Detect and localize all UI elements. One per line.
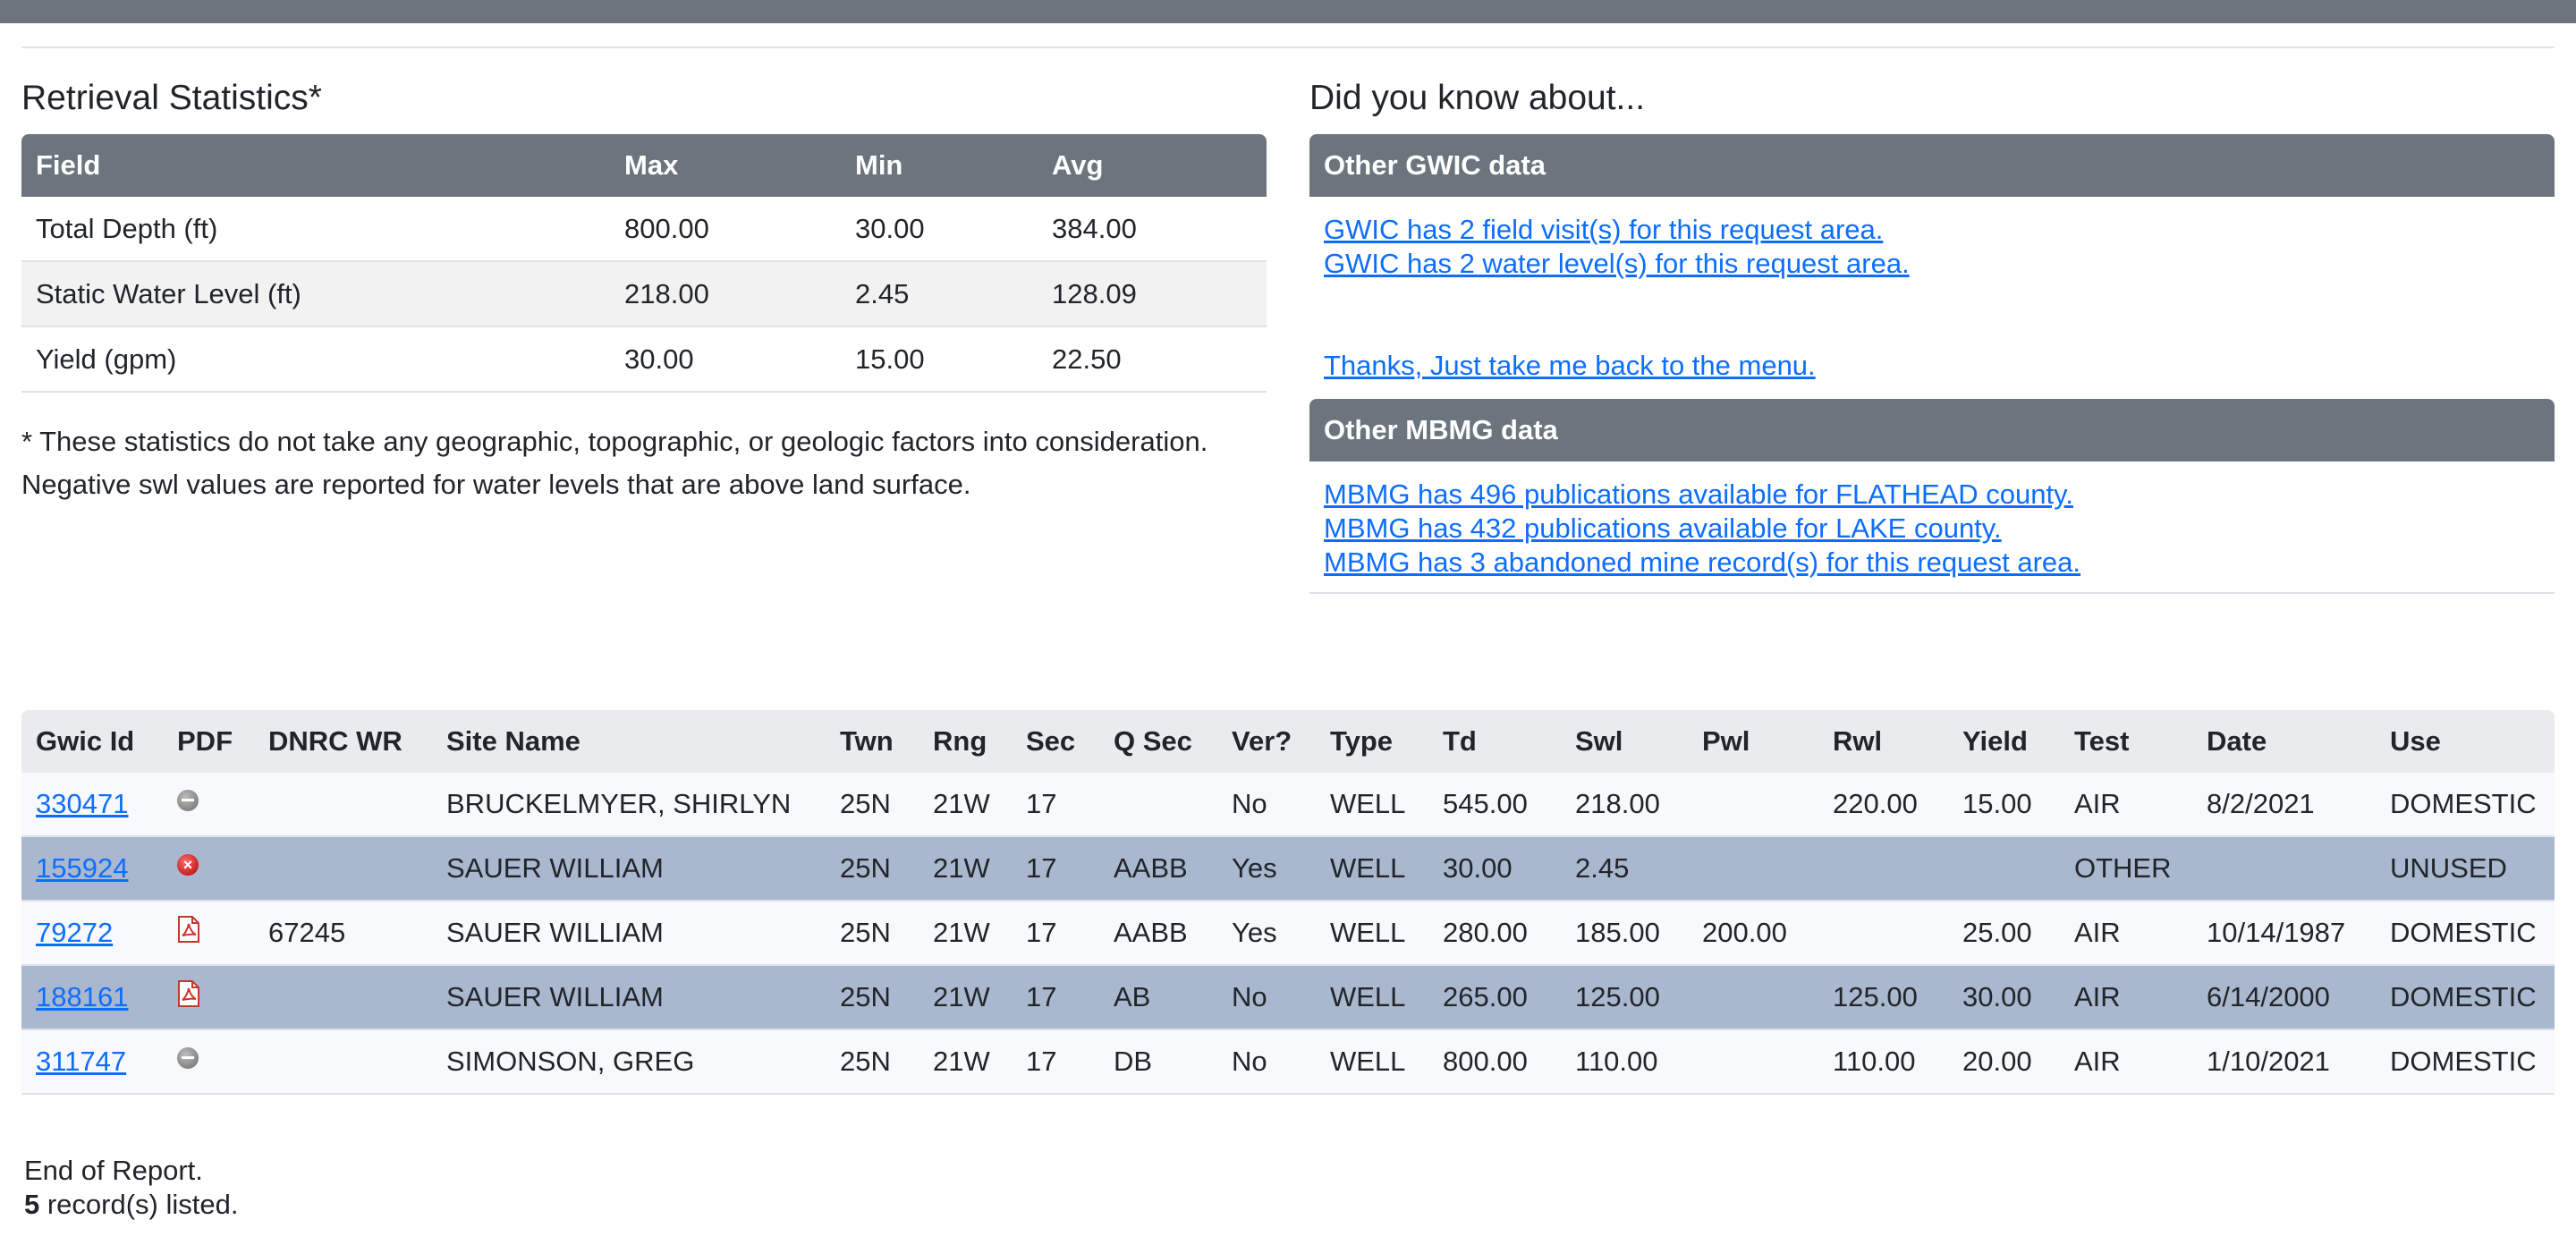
cell-rwl xyxy=(1818,836,1948,901)
stats-cell: 30.00 xyxy=(841,197,1038,261)
cell-sec: 17 xyxy=(1012,901,1099,965)
cell-type: WELL xyxy=(1316,901,1428,965)
gwic-id-link[interactable]: 311747 xyxy=(36,1046,127,1077)
cell-rng: 21W xyxy=(919,836,1012,901)
gwic-water-levels-link[interactable]: GWIC has 2 water level(s) for this request area. xyxy=(1324,248,1910,279)
mbmg-links xyxy=(1324,478,2080,580)
grey-dot-icon xyxy=(177,790,199,811)
gwic-id-cell xyxy=(21,1029,163,1094)
stats-col-avg: Avg xyxy=(1038,134,1267,197)
cell-ver: No xyxy=(1217,965,1316,1029)
cell-swl: 110.00 xyxy=(1561,1029,1688,1094)
cell-q-sec: DB xyxy=(1099,1029,1217,1094)
cell-date: 10/14/1987 xyxy=(2192,901,2376,965)
wells-col-use: Use xyxy=(2376,710,2555,773)
wells-col-td: Td xyxy=(1428,710,1561,773)
cell-pwl xyxy=(1688,965,1818,1029)
cell-use: UNUSED xyxy=(2376,836,2555,901)
cell-date xyxy=(2192,836,2376,901)
gwic-field-visits-link[interactable]: GWIC has 2 field visit(s) for this request area. xyxy=(1324,214,1884,245)
table-row xyxy=(21,901,2555,965)
stats-row xyxy=(21,326,1267,392)
divider xyxy=(21,47,2555,48)
gwic-id-link[interactable]: 155924 xyxy=(36,852,129,884)
stats-col-max: Max xyxy=(610,134,841,197)
cell-twn: 25N xyxy=(826,901,919,965)
cell-type: WELL xyxy=(1316,773,1428,836)
wells-col-ver: Ver? xyxy=(1217,710,1316,773)
gwic-links xyxy=(1324,213,1910,281)
cell-site-name: SAUER WILLIAM xyxy=(432,836,826,901)
cell-rwl: 125.00 xyxy=(1818,965,1948,1029)
pdf-cell xyxy=(163,1029,254,1094)
cell-ver: Yes xyxy=(1217,836,1316,901)
panel-divider xyxy=(1309,592,2555,594)
stats-cell: 128.09 xyxy=(1038,261,1267,326)
top-bar xyxy=(0,0,2576,23)
gwic-id-cell xyxy=(21,965,163,1029)
pdf-cell xyxy=(163,773,254,836)
record-count: 5 xyxy=(24,1189,40,1220)
wells-col-twn: Twn xyxy=(826,710,919,773)
cell-test: AIR xyxy=(2060,965,2192,1029)
mbmg-flathead-link[interactable]: MBMG has 496 publications available for FLATHEAD county. xyxy=(1324,479,2073,510)
cell-yield: 30.00 xyxy=(1948,965,2060,1029)
wells-col-rwl: Rwl xyxy=(1818,710,1948,773)
cell-rng: 21W xyxy=(919,773,1012,836)
cell-test: AIR xyxy=(2060,901,2192,965)
cell-date: 8/2/2021 xyxy=(2192,773,2376,836)
cell-q-sec: AB xyxy=(1099,965,1217,1029)
record-count-line xyxy=(24,1188,238,1222)
stats-cell: Static Water Level (ft) xyxy=(21,261,610,326)
cell-q-sec xyxy=(1099,773,1217,836)
cell-sec: 17 xyxy=(1012,773,1099,836)
cell-use: DOMESTIC xyxy=(2376,773,2555,836)
cell-rng: 21W xyxy=(919,965,1012,1029)
cell-q-sec: AABB xyxy=(1099,901,1217,965)
wells-col-site-name: Site Name xyxy=(432,710,826,773)
cell-pwl: 200.00 xyxy=(1688,901,1818,965)
did-you-know-heading: Did you know about... xyxy=(1309,79,1646,117)
wells-col-test: Test xyxy=(2060,710,2192,773)
cell-swl: 218.00 xyxy=(1561,773,1688,836)
cell-site-name: SAUER WILLIAM xyxy=(432,901,826,965)
back-to-menu-link[interactable]: Thanks, Just take me back to the menu. xyxy=(1324,350,1816,381)
gwic-id-cell xyxy=(21,836,163,901)
cell-sec: 17 xyxy=(1012,836,1099,901)
cell-swl: 125.00 xyxy=(1561,965,1688,1029)
cell-td: 30.00 xyxy=(1428,836,1561,901)
cell-site-name: SAUER WILLIAM xyxy=(432,965,826,1029)
pdf-cell xyxy=(163,901,254,965)
cell-td: 280.00 xyxy=(1428,901,1561,965)
cell-pwl xyxy=(1688,836,1818,901)
cell-td: 265.00 xyxy=(1428,965,1561,1029)
cell-yield: 15.00 xyxy=(1948,773,2060,836)
wells-col-yield: Yield xyxy=(1948,710,2060,773)
cell-ver: No xyxy=(1217,773,1316,836)
report-end xyxy=(24,1154,238,1222)
cell-dnrc-wr xyxy=(254,1029,432,1094)
wells-col-sec: Sec xyxy=(1012,710,1099,773)
cell-pwl xyxy=(1688,1029,1818,1094)
cell-use: DOMESTIC xyxy=(2376,965,2555,1029)
stats-footnote: * These statistics do not take any geographic, topographic, or geologic factors into consideration. Negative swl values are reported for water levels that are above land surface. xyxy=(21,426,1208,500)
wells-col-type: Type xyxy=(1316,710,1428,773)
wells-col-dnrc-wr: DNRC WR xyxy=(254,710,432,773)
cell-dnrc-wr xyxy=(254,836,432,901)
cell-twn: 25N xyxy=(826,965,919,1029)
cell-test: AIR xyxy=(2060,1029,2192,1094)
stats-cell: 2.45 xyxy=(841,261,1038,326)
cell-twn: 25N xyxy=(826,836,919,901)
cell-site-name: SIMONSON, GREG xyxy=(432,1029,826,1094)
cell-twn: 25N xyxy=(826,1029,919,1094)
cell-td: 800.00 xyxy=(1428,1029,1561,1094)
gwic-id-link[interactable]: 330471 xyxy=(36,788,129,819)
gwic-id-cell xyxy=(21,773,163,836)
cell-test: OTHER xyxy=(2060,836,2192,901)
grey-dot-icon xyxy=(177,1047,199,1069)
stats-cell: 22.50 xyxy=(1038,326,1267,392)
table-row xyxy=(21,836,2555,901)
cell-twn: 25N xyxy=(826,773,919,836)
stats-col-min: Min xyxy=(841,134,1038,197)
cell-yield: 25.00 xyxy=(1948,901,2060,965)
cell-test: AIR xyxy=(2060,773,2192,836)
cell-type: WELL xyxy=(1316,836,1428,901)
gwic-id-link[interactable]: 79272 xyxy=(36,917,114,948)
pdf-icon[interactable] xyxy=(177,916,200,943)
wells-col-gwic-id: Gwic Id xyxy=(21,710,163,773)
cell-swl: 185.00 xyxy=(1561,901,1688,965)
cell-ver: No xyxy=(1217,1029,1316,1094)
stats-table xyxy=(21,134,1267,393)
table-row xyxy=(21,1029,2555,1094)
stats-col-field: Field xyxy=(21,134,610,197)
stats-cell: Yield (gpm) xyxy=(21,326,610,392)
cell-use: DOMESTIC xyxy=(2376,1029,2555,1094)
wells-col-pdf: PDF xyxy=(163,710,254,773)
table-row xyxy=(21,965,2555,1029)
stats-cell: 218.00 xyxy=(610,261,841,326)
stats-row xyxy=(21,197,1267,261)
wells-col-date: Date xyxy=(2192,710,2376,773)
cell-dnrc-wr: 67245 xyxy=(254,901,432,965)
cell-rwl: 220.00 xyxy=(1818,773,1948,836)
gwic-id-cell xyxy=(21,901,163,965)
mbmg-lake-link[interactable]: MBMG has 432 publications available for LAKE county. xyxy=(1324,512,2002,544)
red-x-icon: × xyxy=(177,854,199,876)
wells-col-q-sec: Q Sec xyxy=(1099,710,1217,773)
stats-cell: 800.00 xyxy=(610,197,841,261)
cell-td: 545.00 xyxy=(1428,773,1561,836)
cell-q-sec: AABB xyxy=(1099,836,1217,901)
cell-site-name: BRUCKELMYER, SHIRLYN xyxy=(432,773,826,836)
table-row xyxy=(21,773,2555,836)
record-count-suffix: record(s) listed. xyxy=(39,1189,239,1220)
cell-rng: 21W xyxy=(919,1029,1012,1094)
cell-rng: 21W xyxy=(919,901,1012,965)
cell-yield xyxy=(1948,836,2060,901)
pdf-cell xyxy=(163,965,254,1029)
cell-use: DOMESTIC xyxy=(2376,901,2555,965)
cell-sec: 17 xyxy=(1012,965,1099,1029)
cell-type: WELL xyxy=(1316,965,1428,1029)
back-link-wrap xyxy=(1324,349,1816,383)
cell-dnrc-wr xyxy=(254,965,432,1029)
cell-rwl xyxy=(1818,901,1948,965)
stats-heading: Retrieval Statistics* xyxy=(21,79,322,117)
end-of-report-text: End of Report. xyxy=(24,1155,203,1186)
stats-cell: 15.00 xyxy=(841,326,1038,392)
gwic-panel-header: Other GWIC data xyxy=(1309,134,2555,197)
cell-sec: 17 xyxy=(1012,1029,1099,1094)
cell-date: 6/14/2000 xyxy=(2192,965,2376,1029)
cell-swl: 2.45 xyxy=(1561,836,1688,901)
cell-pwl xyxy=(1688,773,1818,836)
wells-table xyxy=(21,710,2555,1095)
cell-type: WELL xyxy=(1316,1029,1428,1094)
pdf-cell xyxy=(163,836,254,901)
wells-col-pwl: Pwl xyxy=(1688,710,1818,773)
stats-cell: 384.00 xyxy=(1038,197,1267,261)
gwic-id-link[interactable]: 188161 xyxy=(36,981,129,1012)
wells-col-swl: Swl xyxy=(1561,710,1688,773)
stats-cell: Total Depth (ft) xyxy=(21,197,610,261)
mbmg-mines-link[interactable]: MBMG has 3 abandoned mine record(s) for this request area. xyxy=(1324,546,2081,578)
cell-ver: Yes xyxy=(1217,901,1316,965)
cell-date: 1/10/2021 xyxy=(2192,1029,2376,1094)
cell-rwl: 110.00 xyxy=(1818,1029,1948,1094)
pdf-icon[interactable] xyxy=(177,980,200,1007)
cell-dnrc-wr xyxy=(254,773,432,836)
cell-yield: 20.00 xyxy=(1948,1029,2060,1094)
stats-row xyxy=(21,261,1267,326)
mbmg-panel-header: Other MBMG data xyxy=(1309,399,2555,462)
stats-cell: 30.00 xyxy=(610,326,841,392)
wells-col-rng: Rng xyxy=(919,710,1012,773)
